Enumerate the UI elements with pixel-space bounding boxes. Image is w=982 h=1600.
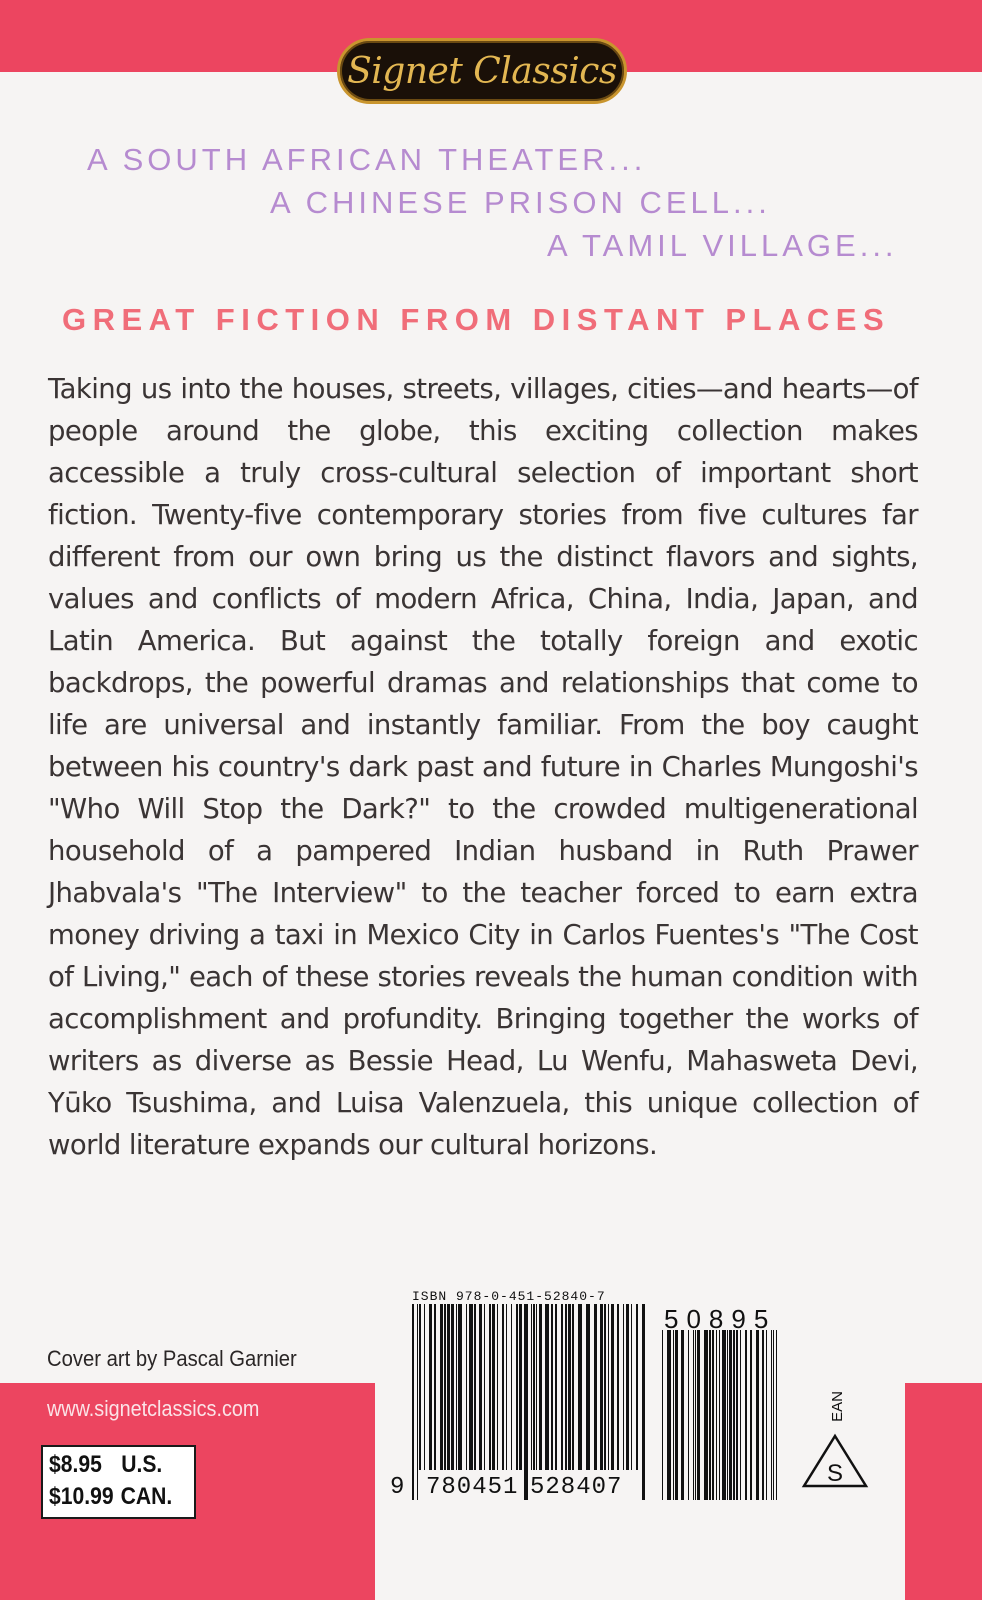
teaser-line-1: A SOUTH AFRICAN THEATER... xyxy=(87,142,647,177)
barcode-bar xyxy=(516,1304,518,1470)
barcode-bar xyxy=(524,1304,528,1500)
barcode-bar xyxy=(636,1304,638,1470)
signet-classics-logo xyxy=(337,38,627,104)
price-us-amount: $8.95 xyxy=(49,1451,102,1478)
addon-bar xyxy=(697,1330,700,1500)
barcode-bar xyxy=(568,1304,571,1470)
barcode-bar xyxy=(586,1304,590,1470)
barcode-bar xyxy=(533,1304,535,1470)
barcode-bar xyxy=(502,1304,504,1470)
barcode-digit-first: 9 xyxy=(390,1474,405,1501)
barcode-bar xyxy=(497,1304,498,1470)
barcode-bar xyxy=(551,1304,553,1470)
barcode-bar xyxy=(511,1304,512,1470)
barcode-bar xyxy=(545,1304,549,1470)
addon-bar xyxy=(716,1330,717,1500)
ean-symbol-letter: S xyxy=(826,1460,844,1487)
barcode-digits-left: 780451 xyxy=(426,1474,519,1501)
barcode-bar xyxy=(479,1304,482,1470)
addon-bar xyxy=(762,1330,764,1500)
barcode-bar xyxy=(466,1304,467,1470)
addon-bar xyxy=(745,1330,747,1500)
website-url: www.signetclassics.com xyxy=(47,1396,260,1421)
isbn-text: ISBN 978-0-451-52840-7 xyxy=(412,1289,606,1304)
barcode-bar xyxy=(424,1304,425,1470)
addon-bar xyxy=(681,1330,684,1500)
barcode-bar xyxy=(469,1304,473,1470)
barcode-bar xyxy=(474,1304,476,1470)
addon-bar xyxy=(712,1330,714,1500)
barcode-bar xyxy=(447,1304,450,1470)
barcode-bar xyxy=(536,1304,537,1470)
barcode-bar xyxy=(419,1304,421,1470)
addon-bar xyxy=(750,1330,752,1500)
addon-bar xyxy=(729,1330,732,1500)
addon-bar xyxy=(733,1330,735,1500)
bottom-band-right xyxy=(905,1383,982,1600)
barcode-bar xyxy=(631,1304,632,1470)
addon-bar xyxy=(771,1330,772,1500)
addon-bar xyxy=(776,1330,777,1500)
barcode-bar xyxy=(458,1304,462,1470)
headline: GREAT FICTION FROM DISTANT PLACES xyxy=(62,302,891,337)
barcode-bar xyxy=(611,1304,614,1470)
barcode-bar xyxy=(623,1304,624,1470)
ean-triangle-icon xyxy=(800,1432,870,1492)
barcode-bar xyxy=(594,1304,597,1470)
barcode-bar xyxy=(539,1304,542,1470)
barcode-bar xyxy=(412,1304,414,1500)
barcode-bar xyxy=(600,1304,603,1470)
logo-text: Signet Classics xyxy=(347,50,617,92)
barcode-digits-right: 528407 xyxy=(530,1474,623,1501)
addon-bar xyxy=(673,1330,674,1500)
barcode-bar xyxy=(519,1304,522,1470)
addon-bar xyxy=(688,1330,689,1500)
barcode-addon-number: 50895 xyxy=(664,1304,777,1334)
addon-bar xyxy=(662,1330,663,1500)
barcode-bar xyxy=(429,1304,432,1470)
addon-bar xyxy=(727,1330,728,1500)
price-can-amount: $10.99 xyxy=(49,1483,114,1510)
price-us-label: U.S. xyxy=(121,1451,163,1478)
price-box xyxy=(41,1445,196,1519)
addon-bar xyxy=(667,1330,671,1500)
barcode-bar xyxy=(492,1304,495,1470)
barcode-bar xyxy=(484,1304,485,1470)
barcode-bar xyxy=(604,1304,606,1470)
barcode-bar xyxy=(578,1304,582,1470)
barcode-bar xyxy=(434,1304,436,1470)
barcode-bar xyxy=(642,1304,645,1500)
addon-bar xyxy=(722,1330,726,1500)
addon-bar xyxy=(736,1330,738,1500)
barcode-bar xyxy=(506,1304,507,1470)
teaser-line-2: A CHINESE PRISON CELL... xyxy=(270,185,771,220)
ean-label: EAN xyxy=(828,1391,846,1422)
price-can-label: CAN. xyxy=(120,1483,173,1510)
barcode-bar xyxy=(489,1304,491,1470)
teaser-line-3: A TAMIL VILLAGE... xyxy=(547,228,898,263)
barcode-bar xyxy=(617,1304,619,1470)
barcode-bar xyxy=(456,1304,457,1470)
addon-bar xyxy=(773,1330,774,1500)
barcode-bar xyxy=(440,1304,443,1470)
barcode-bar xyxy=(565,1304,567,1470)
barcode-bar xyxy=(608,1304,609,1470)
addon-bar xyxy=(756,1330,759,1500)
cover-art-credit: Cover art by Pascal Garnier xyxy=(47,1346,297,1371)
barcode-bar xyxy=(561,1304,563,1470)
barcode-bar xyxy=(531,1304,532,1470)
addon-bar xyxy=(766,1330,767,1500)
barcode-bar xyxy=(555,1304,557,1470)
addon-bar xyxy=(740,1330,741,1500)
book-description: Taking us into the houses, streets, villages, cities—and hearts—of people around the globe, this exciting collection makes accessible a truly cross-cultural selection of important short fiction. Twenty-five contemporary stories from five cultures far different from our own bring us the distinct flavors and sights, values and conflicts of modern Africa, China, India, Japan, and Latin America. But against the totally foreign and exotic backdrops, the powerful dramas and relationships that come to life are universal and instantly familiar. From the boy caught between his country's dark past and future in Charles Mungoshi's "Who Will Stop the Dark?" to the crowded multigenerational household of a pampered Indian husband in Ruth Prawer Jhabvala's "The Interview" to the teacher forced to earn extra money driving a taxi in Mexico City in Carlos Fuentes's "The Cost of Living," each of these stories reveals the human condition with accomplishment and profundity. Bringing together the works of writers as diverse as Bessie Head, Lu Wenfu, Mahasweta Devi, Yūko Tsushima, and Luisa Valenzuela, this unique collection of world literature expands our cultural horizons. xyxy=(48,373,918,1161)
addon-bar xyxy=(693,1330,694,1500)
barcode-bar xyxy=(572,1304,574,1470)
addon-bar xyxy=(719,1330,720,1500)
barcode-bar xyxy=(417,1304,418,1500)
addon-bar xyxy=(709,1330,711,1500)
barcode-bar xyxy=(451,1304,454,1470)
addon-bar xyxy=(695,1330,696,1500)
barcode-bar xyxy=(626,1304,629,1470)
addon-bar xyxy=(675,1330,678,1500)
addon-bar xyxy=(704,1330,708,1500)
barcode-bar xyxy=(444,1304,446,1470)
